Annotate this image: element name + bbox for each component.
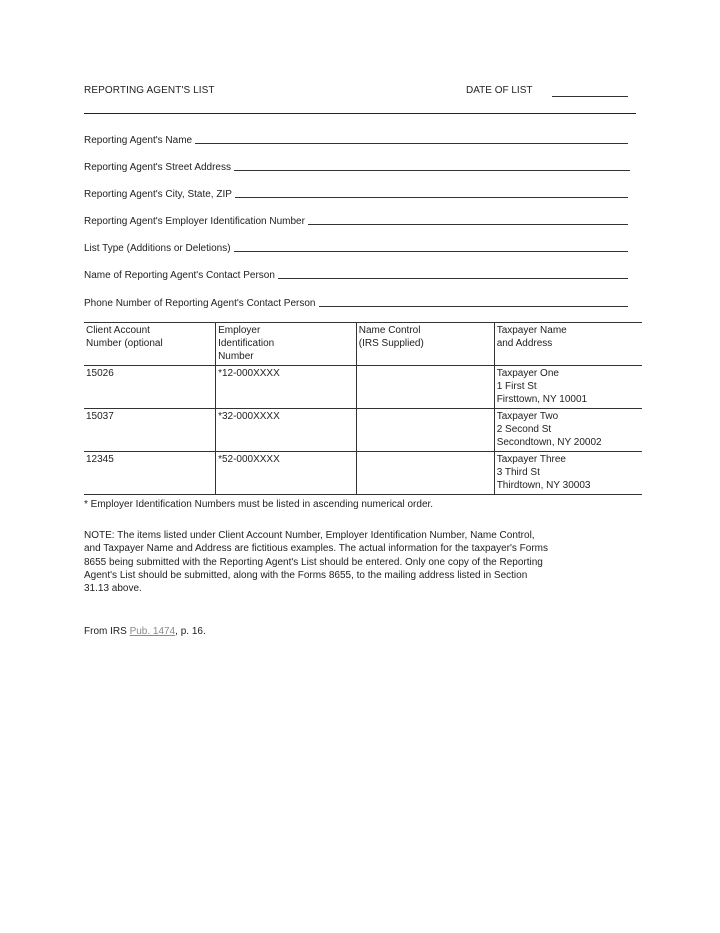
field-label: Name of Reporting Agent's Contact Person [84,270,275,281]
source-citation [84,626,206,637]
field-label: Phone Number of Reporting Agent's Contact Person [84,298,316,309]
cell-name-control [356,409,494,452]
field-line [234,251,628,252]
date-of-list-label: DATE OF LIST [466,85,533,96]
field-street-address [84,157,630,173]
cell-account: 12345 [86,454,114,465]
table-header-row [84,323,642,366]
field-label: Reporting Agent's Street Address [84,162,231,173]
field-contact-person [84,265,628,281]
field-city-state-zip [84,184,628,200]
reporting-agent-table [84,322,642,495]
cell-account: 15037 [86,411,114,422]
table-row [84,452,642,495]
ein-footnote: * Employer Identification Numbers must be listed in ascending numerical order. [84,499,434,510]
field-label: Reporting Agent's Employer Identification Number [84,216,305,227]
field-agent-ein [84,211,628,227]
field-line [319,306,629,307]
field-contact-phone [84,293,628,309]
cell-name-control [356,452,494,495]
header-taxpayer: Taxpayer Name and Address [494,323,642,366]
header-rule [84,113,636,114]
header-ein: Employer Identification Number [216,323,357,366]
cell-ein: *52-000XXXX [216,452,357,495]
cell-taxpayer: Taxpayer Three 3 Third St Thirdtown, NY 30003 [494,452,642,495]
header-client-account: Client Account Number (optional [86,325,163,349]
field-label: Reporting Agent's City, State, ZIP [84,189,232,200]
field-line [195,143,628,144]
note-paragraph: NOTE: The items listed under Client Account Number, Employer Identification Number, Name Control, and Taxpayer Name and Address are fictitious examples. The actual information for the taxpayer's Forms 8655 being submitted with the Reporting Agent's List should be entered. Only one copy of the Reporting Agent's List should be submitted, along with the Forms 8655, to the mailing address listed in Section 31.13 above. [84,530,548,595]
source-suffix: , p. 16. [175,626,206,637]
cell-name-control [356,366,494,409]
field-line [235,197,628,198]
field-label: Reporting Agent's Name [84,135,193,146]
table-row [84,366,642,409]
field-line [278,278,628,279]
header-name-control: Name Control (IRS Supplied) [356,323,494,366]
cell-ein: *12-000XXXX [216,366,357,409]
cell-account: 15026 [86,368,114,379]
field-list-type [84,238,628,254]
field-line [308,224,628,225]
field-agent-name [84,130,628,146]
pub-link[interactable]: Pub. 1474 [129,626,176,637]
cell-taxpayer: Taxpayer One 1 First St Firsttown, NY 10001 [494,366,642,409]
date-of-list-line [552,96,628,97]
table-row [84,409,642,452]
cell-ein: *32-000XXXX [216,409,357,452]
form-title: REPORTING AGENT'S LIST [84,85,215,96]
field-label: List Type (Additions or Deletions) [84,243,231,254]
source-prefix: From IRS [84,626,127,637]
field-line [234,170,630,171]
cell-taxpayer: Taxpayer Two 2 Second St Secondtown, NY 20002 [494,409,642,452]
